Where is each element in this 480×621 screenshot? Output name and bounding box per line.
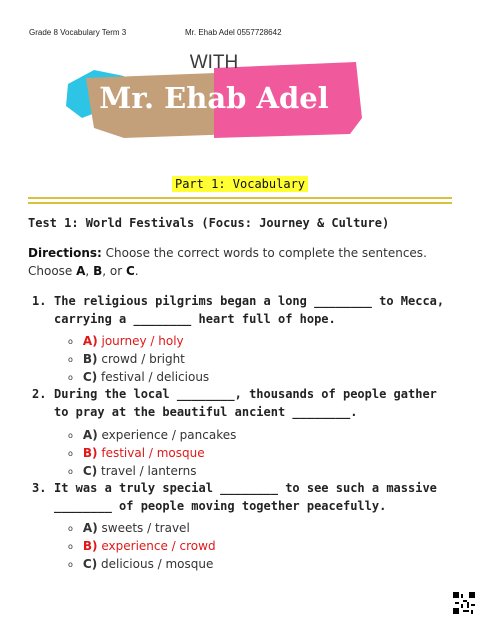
- question-1: [32, 292, 452, 328]
- option-text: experience / crowd: [97, 539, 216, 553]
- option-text: festival / delicious: [97, 370, 210, 384]
- option-1a[interactable]: [68, 333, 184, 350]
- directions-choice-b: B: [93, 264, 103, 278]
- bullet-icon: o: [68, 448, 73, 458]
- divider-rule-top: [28, 197, 452, 199]
- header-course-title: Grade 8 Vocabulary Term 3: [29, 28, 127, 37]
- option-text: travel / lanterns: [97, 464, 197, 478]
- directions-choice-c: C: [125, 264, 135, 278]
- teacher-banner: [64, 48, 364, 144]
- option-text: festival / mosque: [97, 446, 205, 460]
- option-letter: C): [82, 557, 98, 571]
- bullet-icon: o: [68, 523, 73, 533]
- directions-sep: , or: [102, 264, 126, 278]
- part-title-text: Part 1: Vocabulary: [172, 176, 308, 192]
- option-2b[interactable]: [68, 445, 205, 462]
- directions-sep: ,: [85, 264, 94, 278]
- option-letter: B): [82, 446, 98, 460]
- option-2c[interactable]: [68, 463, 196, 480]
- option-letter: A): [82, 428, 98, 442]
- option-letter: C): [82, 370, 98, 384]
- option-1c[interactable]: [68, 369, 209, 386]
- option-text: delicious / mosque: [97, 557, 214, 571]
- bullet-icon: o: [68, 430, 73, 440]
- qr-code-icon[interactable]: [453, 592, 475, 614]
- banner-with-text: WITH: [189, 52, 239, 73]
- bullet-icon: o: [68, 559, 73, 569]
- part-title: [0, 173, 480, 192]
- option-1b[interactable]: [68, 351, 185, 368]
- option-3a[interactable]: [68, 520, 190, 537]
- option-3b[interactable]: [68, 538, 216, 555]
- header-teacher-contact: Mr. Ehab Adel 0557728642: [185, 28, 282, 37]
- question-number: 2.: [32, 387, 47, 401]
- bullet-icon: o: [68, 354, 73, 364]
- option-letter: B): [82, 539, 98, 553]
- question-number: 1.: [32, 294, 47, 308]
- directions: [28, 244, 452, 280]
- test-title: Test 1: World Festivals (Focus: Journey & Culture): [28, 216, 390, 230]
- option-text: experience / pancakes: [97, 428, 237, 442]
- directions-end: .: [134, 264, 139, 278]
- question-text: During the local ________, thousands of people gather to pray at the beautiful ancient ________.: [54, 387, 437, 419]
- option-3c[interactable]: [68, 556, 213, 573]
- bullet-icon: o: [68, 372, 73, 382]
- question-3: [32, 479, 452, 515]
- question-number: 3.: [32, 481, 47, 495]
- bullet-icon: o: [68, 466, 73, 476]
- divider-rule-bottom: [28, 202, 452, 204]
- option-text: sweets / travel: [97, 521, 190, 535]
- option-letter: A): [82, 334, 98, 348]
- option-letter: B): [82, 352, 98, 366]
- option-letter: C): [82, 464, 98, 478]
- bullet-icon: o: [68, 336, 73, 346]
- bullet-icon: o: [68, 541, 73, 551]
- banner-teacher-name: Mr. Ehab Adel: [99, 81, 329, 115]
- question-text: The religious pilgrims began a long ________ to Mecca, carrying a ________ heart full of hope.: [54, 294, 445, 326]
- option-2a[interactable]: [68, 427, 236, 444]
- option-text: crowd / bright: [97, 352, 185, 366]
- question-text: It was a truly special ________ to see such a massive ________ of people moving together peacefully.: [54, 481, 437, 513]
- question-2: [32, 385, 452, 421]
- directions-choice-a: A: [76, 264, 86, 278]
- directions-text: Choose the correct words to complete the sentences. Choose: [28, 246, 427, 278]
- option-letter: A): [82, 521, 98, 535]
- directions-label: Directions:: [28, 246, 102, 260]
- option-text: journey / holy: [97, 334, 184, 348]
